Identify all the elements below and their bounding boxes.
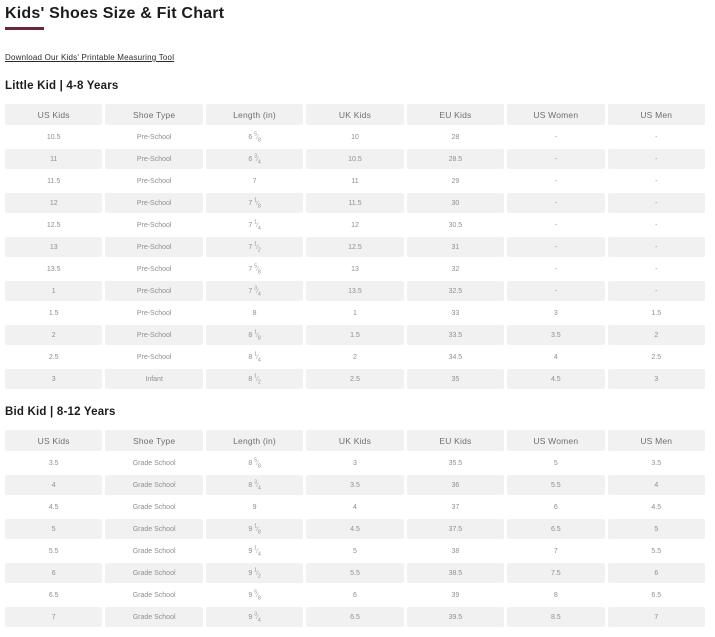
table-cell: 35.5 (407, 453, 504, 473)
table-cell: 2 (608, 325, 705, 345)
table-cell: - (507, 281, 604, 301)
table-cell: 1.5 (306, 325, 403, 345)
table-row (5, 259, 705, 279)
table-cell: 5.5 (608, 541, 705, 561)
table-cell: 5.5 (507, 475, 604, 495)
table-cell: 3.5 (306, 475, 403, 495)
table-cell: Pre-School (105, 215, 202, 235)
table-cell: 8 $^1⁄_2$ (206, 369, 303, 389)
table-cell: 3 (608, 369, 705, 389)
table-cell: 3 (306, 453, 403, 473)
table-cell: 13.5 (306, 281, 403, 301)
table-cell: 4 (306, 497, 403, 517)
table-cell: 7 $^5⁄_8$ (206, 259, 303, 279)
table-row (5, 149, 705, 169)
table-cell: 8 $^5⁄_8$ (206, 453, 303, 473)
column-header: Length (in) (206, 104, 303, 125)
table-cell: 8 $^1⁄_4$ (206, 347, 303, 367)
table-cell: 29 (407, 171, 504, 191)
size-tables-container (5, 80, 711, 629)
column-header: Shoe Type (105, 430, 202, 451)
table-row (5, 519, 705, 539)
table-cell: 7.5 (507, 563, 604, 583)
table-cell: Grade School (105, 497, 202, 517)
table-cell: 33.5 (407, 325, 504, 345)
table-cell: Pre-School (105, 303, 202, 323)
table-cell: 11 (5, 149, 102, 169)
table-cell: 9 $^1⁄_4$ (206, 541, 303, 561)
table-cell: - (608, 281, 705, 301)
table-cell: 5 (306, 541, 403, 561)
table-cell: 34.5 (407, 347, 504, 367)
table-row (5, 215, 705, 235)
table-cell: 28.5 (407, 149, 504, 169)
table-row (5, 281, 705, 301)
table-cell: 12.5 (306, 237, 403, 257)
table-cell: Pre-School (105, 149, 202, 169)
column-header: US Kids (5, 104, 102, 125)
table-cell: - (507, 237, 604, 257)
column-header: Shoe Type (105, 104, 202, 125)
table-cell: Grade School (105, 585, 202, 605)
column-header: EU Kids (407, 104, 504, 125)
table-row (5, 497, 705, 517)
column-header: UK Kids (306, 430, 403, 451)
table-cell: 5 (507, 453, 604, 473)
table-cell: 8 $^3⁄_4$ (206, 475, 303, 495)
printable-measuring-tool-link[interactable]: Download Our Kids' Printable Measuring Tool (5, 53, 175, 62)
table-cell: 4 (5, 475, 102, 495)
table-cell: Grade School (105, 519, 202, 539)
table-header-row (5, 430, 705, 451)
table-cell: 2.5 (5, 347, 102, 367)
table-cell: 12.5 (5, 215, 102, 235)
table-cell: 10 (306, 127, 403, 147)
table-cell: - (507, 193, 604, 213)
table-row (5, 541, 705, 561)
table-cell: 8 (507, 585, 604, 605)
table-cell: 37 (407, 497, 504, 517)
table-cell: Pre-School (105, 193, 202, 213)
table-cell: 2.5 (306, 369, 403, 389)
table-cell: 4.5 (507, 369, 604, 389)
table-cell: 6 $^3⁄_4$ (206, 149, 303, 169)
table-cell: 4.5 (306, 519, 403, 539)
table-cell: 6.5 (608, 585, 705, 605)
table-cell: 10.5 (5, 127, 102, 147)
table-cell: - (608, 215, 705, 235)
table-cell: 4.5 (608, 497, 705, 517)
table-cell: 12 (306, 215, 403, 235)
table-cell: 2 (5, 325, 102, 345)
column-header: US Men (608, 104, 705, 125)
section-heading: Bid Kid | 8-12 Years (5, 406, 116, 418)
table-cell: Grade School (105, 607, 202, 627)
column-header: Length (in) (206, 430, 303, 451)
table-cell: 5.5 (306, 563, 403, 583)
column-header: UK Kids (306, 104, 403, 125)
table-cell: 13.5 (5, 259, 102, 279)
table-cell: Grade School (105, 563, 202, 583)
table-cell: - (608, 193, 705, 213)
table-row (5, 369, 705, 389)
table-cell: 39.5 (407, 607, 504, 627)
table-cell: - (507, 215, 604, 235)
table-cell: 6 (608, 563, 705, 583)
table-cell: Infant (105, 369, 202, 389)
table-cell: Grade School (105, 475, 202, 495)
table-cell: 7 (507, 541, 604, 561)
table-cell: 9 $^1⁄_2$ (206, 563, 303, 583)
page-title: Kids' Shoes Size & Fit Chart (5, 5, 225, 22)
table-row (5, 325, 705, 345)
table-cell: - (507, 127, 604, 147)
table-cell: 4.5 (5, 497, 102, 517)
table-cell: 8 $^1⁄_8$ (206, 325, 303, 345)
table-cell: 32 (407, 259, 504, 279)
table-row (5, 303, 705, 323)
table-cell: 1 (306, 303, 403, 323)
column-header: EU Kids (407, 430, 504, 451)
table-cell: 9 (206, 497, 303, 517)
table-cell: - (608, 149, 705, 169)
table-header-row (5, 104, 705, 125)
table-row (5, 347, 705, 367)
table-cell: 2.5 (608, 347, 705, 367)
table-cell: 6.5 (507, 519, 604, 539)
table-cell: 36 (407, 475, 504, 495)
table-cell: Pre-School (105, 127, 202, 147)
table-cell: Pre-School (105, 237, 202, 257)
table-cell: - (608, 237, 705, 257)
table-cell: 38.5 (407, 563, 504, 583)
table-cell: 3 (5, 369, 102, 389)
table-cell: - (507, 259, 604, 279)
table-cell: 6 $^5⁄_8$ (206, 127, 303, 147)
table-cell: 1 (5, 281, 102, 301)
table-cell: 9 $^3⁄_4$ (206, 607, 303, 627)
table-cell: - (608, 259, 705, 279)
table-cell: 7 $^3⁄_4$ (206, 281, 303, 301)
table-cell: 32.5 (407, 281, 504, 301)
table-cell: 2 (306, 347, 403, 367)
table-cell: 7 $^1⁄_8$ (206, 193, 303, 213)
table-row (5, 607, 705, 627)
table-cell: - (608, 127, 705, 147)
table-cell: 3.5 (5, 453, 102, 473)
table-cell: 5 (608, 519, 705, 539)
table-cell: 1.5 (5, 303, 102, 323)
table-cell: 33 (407, 303, 504, 323)
table-row (5, 453, 705, 473)
table-cell: 6 (507, 497, 604, 517)
table-cell: 37.5 (407, 519, 504, 539)
table-cell: 13 (5, 237, 102, 257)
section-heading: Little Kid | 4-8 Years (5, 80, 119, 92)
table-cell: Pre-School (105, 325, 202, 345)
table-cell: Grade School (105, 541, 202, 561)
table-cell: - (507, 171, 604, 191)
table-cell: 4 (608, 475, 705, 495)
table-cell: 8.5 (507, 607, 604, 627)
table-cell: Pre-School (105, 347, 202, 367)
table-cell: 3.5 (507, 325, 604, 345)
table-cell: - (507, 149, 604, 169)
table-cell: 5 (5, 519, 102, 539)
table-cell: 11 (306, 171, 403, 191)
table-cell: 9 $^5⁄_8$ (206, 585, 303, 605)
table-row (5, 585, 705, 605)
table-cell: 30.5 (407, 215, 504, 235)
table-cell: 28 (407, 127, 504, 147)
size-table (2, 428, 708, 629)
table-cell: - (608, 171, 705, 191)
table-cell: Pre-School (105, 171, 202, 191)
column-header: US Women (507, 430, 604, 451)
column-header: US Women (507, 104, 604, 125)
table-cell: 1.5 (608, 303, 705, 323)
table-cell: Pre-School (105, 259, 202, 279)
table-cell: 4 (507, 347, 604, 367)
table-cell: 11.5 (5, 171, 102, 191)
table-cell: 6 (5, 563, 102, 583)
table-cell: 38 (407, 541, 504, 561)
table-cell: 31 (407, 237, 504, 257)
table-cell: 8 (206, 303, 303, 323)
table-cell: 6.5 (5, 585, 102, 605)
table-row (5, 563, 705, 583)
table-cell: 10.5 (306, 149, 403, 169)
table-cell: 39 (407, 585, 504, 605)
column-header: US Kids (5, 430, 102, 451)
table-cell: 30 (407, 193, 504, 213)
table-row (5, 127, 705, 147)
table-cell: 3 (507, 303, 604, 323)
table-cell: 7 (5, 607, 102, 627)
table-cell: 35 (407, 369, 504, 389)
table-cell: 13 (306, 259, 403, 279)
table-row (5, 475, 705, 495)
table-cell: 7 (608, 607, 705, 627)
table-cell: 7 $^1⁄_4$ (206, 215, 303, 235)
table-cell: 3.5 (608, 453, 705, 473)
table-cell: 7 (206, 171, 303, 191)
table-cell: Pre-School (105, 281, 202, 301)
table-row (5, 237, 705, 257)
table-cell: 6.5 (306, 607, 403, 627)
table-cell: 11.5 (306, 193, 403, 213)
column-header: US Men (608, 430, 705, 451)
table-cell: 9 $^1⁄_8$ (206, 519, 303, 539)
size-table (2, 102, 708, 391)
table-cell: 6 (306, 585, 403, 605)
table-cell: Grade School (105, 453, 202, 473)
table-cell: 7 $^1⁄_2$ (206, 237, 303, 257)
table-cell: 5.5 (5, 541, 102, 561)
table-row (5, 171, 705, 191)
table-cell: 12 (5, 193, 102, 213)
table-row (5, 193, 705, 213)
